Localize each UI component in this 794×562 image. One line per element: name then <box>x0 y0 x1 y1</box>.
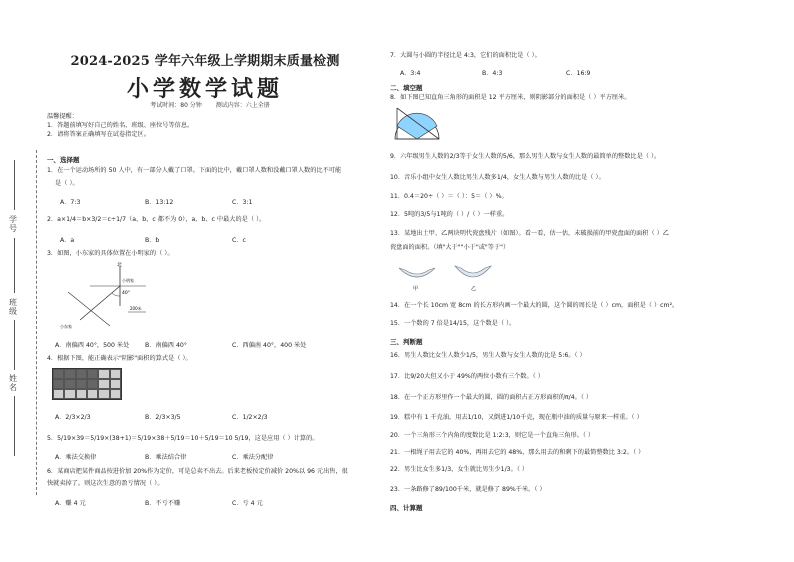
q6-option-c: C．亏 4 元 <box>232 500 263 507</box>
question-16: 16．男生人数比女生人数少1/5，男生人数与女生人数的比是 5:6。（ ） <box>390 352 586 359</box>
question-23: 23．一条路修了89/100千米，就是修了 89%千米。（ ） <box>390 486 546 493</box>
question-11: 11．0.4＝20÷（ ）＝（ ）：5＝（ ）%。 <box>390 193 508 200</box>
question-3: 3．如图，小东家的具体位置在小明家的（ ）。 <box>47 250 174 257</box>
notes-heading: 温馨提醒： <box>47 113 78 120</box>
q7-option-c: C．16:9 <box>566 70 591 77</box>
school-label: 小明家 <box>122 278 134 283</box>
question-7: 7．大圆与小圆的半径比是 4:3，它们的面积比是（ ）。 <box>390 52 541 59</box>
question-21: 21．一根绳子用去它的 40%，再用去它的 48%，那么用去的和剩下的最简整数比 3:2。（ ） <box>390 449 645 456</box>
q3-option-a: A．南偏西 40°，500 米处 <box>55 342 130 349</box>
question-6-cont: 快就卖掉了。则这次生意的盈亏情况（ ）。 <box>47 480 164 487</box>
question-10: 10．音乐小组中女生人数比男生人数多1/4，女生人数与男生人数的比是（ ）。 <box>390 174 605 181</box>
name-label: 姓名 <box>9 374 17 392</box>
home-label: 小东家 <box>60 324 72 329</box>
question-13-cont: 瓷盘面的面积。（填"大于""小于"或"等于"） <box>390 244 510 251</box>
fragment-a-label: 甲 <box>413 286 419 292</box>
margin-rule <box>14 160 15 210</box>
q6-option-a: A．赚 4 元 <box>55 500 86 507</box>
section-fill: 二、填空题 <box>390 84 423 92</box>
q4-option-c: C．1/2×2/3 <box>232 414 268 421</box>
q2-option-a: A．a <box>60 237 75 244</box>
margin-rule <box>14 396 15 456</box>
q5-option-b: B．乘法结合律 <box>145 454 187 461</box>
question-18: 18．在一个正方形里作一个最大的圆，圆的面积占正方形面积的π/4。（ ） <box>390 394 593 401</box>
section-calc: 四、计算题 <box>390 504 423 512</box>
question-1: 1．在一个运动场所的 50 人中，有一部分人戴了口罩。下面的比中，戴口罩人数和没戴口罩人数的比不可能 <box>47 167 342 174</box>
angle-label: 40° <box>122 291 130 296</box>
question-19: 19．糕中有 1 千克油，用去1/10，又倒进1/10千克，现在瓶中油的质量与原来一样重。（ ） <box>390 414 643 421</box>
question-2: 2．a×1/4＝b×3/2＝c÷1/7（a、b、c 都不为 0），a、b、c 中最大的是（ ）。 <box>47 216 266 223</box>
exam-scope: 测试内容：六上全册 <box>215 102 270 109</box>
q7-option-b: B．4:3 <box>482 70 503 77</box>
main-title: 小学数学试题 <box>126 76 283 102</box>
q5-option-a: A．乘法交换律 <box>55 454 97 461</box>
q5-option-c: C．乘法分配律 <box>232 454 274 461</box>
q4-option-b: B．2/3×3/5 <box>145 414 181 421</box>
question-1-cont: 是（ ）。 <box>55 180 79 187</box>
note-item: 1．答题前填写好自己的姓名、班级、座位号等信息。 <box>47 122 194 129</box>
section-choice: 一、选择题 <box>47 156 80 164</box>
class-label: 班级 <box>9 298 17 316</box>
scale-label: 200米 <box>130 306 142 311</box>
q1-option-b: B．13:12 <box>145 199 174 206</box>
q3-option-b: B．南偏西 40° <box>145 342 187 349</box>
section-judge: 三、判断题 <box>390 338 423 346</box>
margin-rule <box>14 238 15 293</box>
question-12: 12．5吨的3/5与1吨的（ ）/（ ）一样重。 <box>390 211 509 218</box>
question-15: 15．一个数的 7 倍是14/15，这个数是（ ）。 <box>390 320 516 327</box>
triangle-semicircle-figure <box>393 106 441 142</box>
question-20: 20．一个三角形三个内角的度数比是 1:2:3，则它是一个直角三角形。（ ） <box>390 432 595 439</box>
question-14: 14．在一个长 10cm 宽 8cm 的长方形内画一个最大的圆，这个圆的周长是（ ）cm，面积是（ ）cm²。 <box>390 302 679 309</box>
shaded-grid-figure <box>52 368 122 400</box>
exam-info <box>110 100 310 109</box>
north-label: 北 <box>117 262 123 268</box>
note-item: 2．请将答案正确填写在试卷指定区。 <box>47 131 150 138</box>
question-6: 6．某商店把某件商品按进价加 20%作为定价，可是总卖不出去。后来老板按定价减价 20%以 96 元出售，很 <box>47 468 348 475</box>
q3-option-c: C．西偏南 40°，400 米处 <box>232 342 307 349</box>
exam-time: 考试时间：80 分钟 <box>150 102 202 109</box>
q1-option-c: C．3:1 <box>232 199 253 206</box>
q2-option-c: C．c <box>232 237 246 244</box>
q2-option-b: B．b <box>145 237 160 244</box>
question-8: 8．如下图已知直角三角形的面积是 12 平方厘米，则阴影部分的面积是（ ）平方厘米。 <box>390 94 631 101</box>
question-22: 22．男生比女生多1/3，女生就比男生少1/3。（ ） <box>390 466 529 473</box>
plate-fragments-figure <box>395 262 495 292</box>
q4-option-a: A．2/3×2/3 <box>55 414 91 421</box>
exam-title-line: 2024-2025 学年六年级上学期期末质量检测 <box>70 54 340 69</box>
q1-option-a: A．7:3 <box>60 199 81 206</box>
margin-rule <box>14 320 15 370</box>
question-9: 9．六年级男生人数的2/3等于女生人数的5/6，那么男生人数与女生人数的最简单的整数比是（ ）。 <box>390 153 661 160</box>
question-17: 17．比9/20大但又小于 49%的两位小数有三个数。（ ） <box>390 373 544 380</box>
binding-dashed-line <box>36 150 37 495</box>
direction-figure <box>50 262 150 330</box>
question-4: 4．根据下图，能正确表示"阴影"面积的算式是（ ）。 <box>47 355 192 362</box>
q6-option-b: B．不亏不赚 <box>145 500 181 507</box>
student-id-label: 学号 <box>9 215 17 233</box>
q7-option-a: A．3:4 <box>400 70 421 77</box>
question-13: 13．某地出土甲、乙两块明代瓷盘残片（如图）。看一看，估一估，未破损前的甲瓷盘面的面积（ ）乙 <box>390 230 669 237</box>
fragment-b-label: 乙 <box>471 286 477 292</box>
question-5: 5．5/19×39＝5/19×(38+1)＝5/19×38＋5/19＝10＋5/19＝10 5/19，这是应用（ ）计算的。 <box>47 435 319 442</box>
